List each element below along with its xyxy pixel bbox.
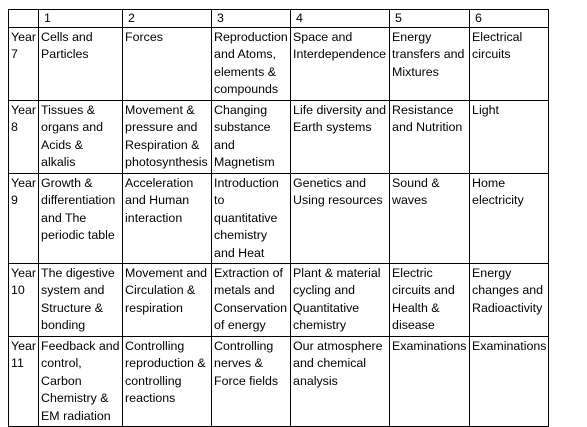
table-cell: Home electricity [470, 174, 549, 264]
table-row-year-10 [9, 264, 549, 337]
year-label: Year 11 [9, 337, 39, 427]
table-cell: Light [470, 101, 549, 174]
table-cell: Energy transfers and Mixtures [390, 28, 470, 101]
year-label: Year 10 [9, 264, 39, 337]
table-cell: Movement & pressure and Respiration & photosynthesis [123, 101, 212, 174]
table-cell: Growth & differentiation and The periodic table [39, 174, 123, 264]
column-header-3: 3 [212, 10, 291, 28]
table-cell: Resistance and Nutrition [390, 101, 470, 174]
table-cell: Introduction to quantitative chemistry and Heat [212, 174, 291, 264]
year-label: Year 7 [9, 28, 39, 101]
table-cell: Examinations [470, 337, 549, 427]
table-cell: Reproduction and Atoms, elements & compounds [212, 28, 291, 101]
table-cell: Space and Interdependence [291, 28, 390, 101]
table-cell: Acceleration and Human interaction [123, 174, 212, 264]
table-cell: Changing substance and Magnetism [212, 101, 291, 174]
table-cell: Genetics and Using resources [291, 174, 390, 264]
table-cell: Cells and Particles [39, 28, 123, 101]
table-cell: Forces [123, 28, 212, 101]
corner-cell [9, 10, 39, 28]
table-row-year-7 [9, 28, 549, 101]
year-label: Year 9 [9, 174, 39, 264]
table-cell: Extraction of metals and Conservation of energy [212, 264, 291, 337]
table-cell: Feedback and control, Carbon Chemistry & EM radiation [39, 337, 123, 427]
column-header-5: 5 [390, 10, 470, 28]
year-label: Year 8 [9, 101, 39, 174]
table-cell: Controlling reproduction & controlling reactions [123, 337, 212, 427]
table-cell: Electric circuits and Health & disease [390, 264, 470, 337]
table-cell: Movement and Circulation & respiration [123, 264, 212, 337]
curriculum-table [8, 9, 549, 427]
table-row-year-8 [9, 101, 549, 174]
column-header-6: 6 [470, 10, 549, 28]
header-row [9, 10, 549, 28]
table-row-year-11 [9, 337, 549, 427]
table-cell: Sound & waves [390, 174, 470, 264]
table-cell: Tissues & organs and Acids & alkalis [39, 101, 123, 174]
column-header-1: 1 [39, 10, 123, 28]
table-cell: Plant & material cycling and Quantitative chemistry [291, 264, 390, 337]
table-row-year-9 [9, 174, 549, 264]
table-cell: Electrical circuits [470, 28, 549, 101]
table-cell: Our atmosphere and chemical analysis [291, 337, 390, 427]
column-header-4: 4 [291, 10, 390, 28]
table-cell: Life diversity and Earth systems [291, 101, 390, 174]
table-cell: Examinations [390, 337, 470, 427]
column-header-2: 2 [123, 10, 212, 28]
table-cell: Controlling nerves & Force fields [212, 337, 291, 427]
table-cell: The digestive system and Structure & bonding [39, 264, 123, 337]
table-cell: Energy changes and Radioactivity [470, 264, 549, 337]
